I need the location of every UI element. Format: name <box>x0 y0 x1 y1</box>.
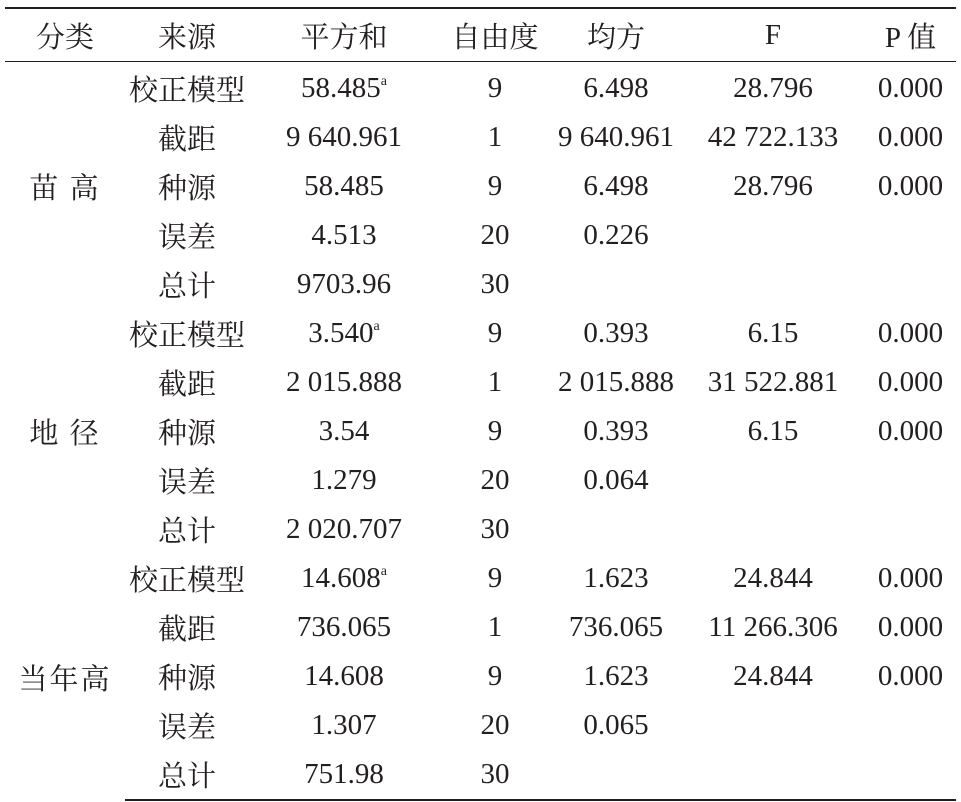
sum-of-squares-value: 4.513 <box>311 219 377 251</box>
cell-f-value: 24.844 <box>733 660 813 692</box>
cell-f-value: 24.844 <box>733 562 813 594</box>
table-row <box>5 358 956 407</box>
footnote-marker: a <box>373 319 380 334</box>
cell-mean-square <box>551 750 681 800</box>
cell-mean-square: 6.498 <box>583 170 649 202</box>
cell-f-value <box>681 750 865 800</box>
footnote-marker: a <box>380 74 387 89</box>
sum-of-squares-value: 58.485 <box>301 72 381 104</box>
cell-p-value <box>865 701 956 750</box>
sum-of-squares-value: 1.279 <box>311 464 377 496</box>
cell-degrees-of-freedom: 1 <box>487 611 503 643</box>
table-row <box>5 652 956 701</box>
table-row <box>5 750 956 800</box>
table-row <box>5 309 956 358</box>
cell-p-value <box>865 211 956 260</box>
table-row <box>5 162 956 211</box>
cell-degrees-of-freedom: 20 <box>480 464 510 496</box>
cell-degrees-of-freedom: 9 <box>487 562 503 594</box>
header-degrees-of-freedom: 自由度 <box>439 8 551 62</box>
table-row <box>5 554 956 603</box>
cell-f-value: 6.15 <box>747 317 799 349</box>
table-row <box>5 62 956 114</box>
cell-sum-of-squares <box>249 407 439 456</box>
cell-degrees-of-freedom: 30 <box>480 513 510 545</box>
cell-f-value: 28.796 <box>733 72 813 104</box>
cell-p-value: 0.000 <box>877 72 944 104</box>
header-sum-of-squares: 平方和 <box>249 8 439 62</box>
cell-sum-of-squares <box>249 750 439 800</box>
sum-of-squares-value: 2 015.888 <box>286 366 402 398</box>
cell-p-value: 0.000 <box>877 121 944 153</box>
cell-p-value: 0.000 <box>877 366 944 398</box>
table-row <box>5 603 956 652</box>
cell-source: 校正模型 <box>128 75 245 107</box>
cell-sum-of-squares <box>249 554 439 603</box>
group-label: 当年高 <box>18 663 112 696</box>
cell-sum-of-squares <box>249 211 439 260</box>
table-row <box>5 505 956 554</box>
cell-f-value <box>681 260 865 309</box>
table-row <box>5 701 956 750</box>
footnote-marker: a <box>380 564 387 579</box>
cell-mean-square <box>551 260 681 309</box>
table-row <box>5 456 956 505</box>
sum-of-squares-value: 1.307 <box>311 709 377 741</box>
sum-of-squares-value: 14.608 <box>301 562 381 594</box>
table-header <box>5 8 956 62</box>
cell-source: 误差 <box>157 467 216 499</box>
sum-of-squares-value: 2 020.707 <box>286 513 402 545</box>
cell-f-value <box>681 701 865 750</box>
cell-source: 截距 <box>157 369 216 401</box>
cell-p-value <box>865 456 956 505</box>
cell-sum-of-squares <box>249 260 439 309</box>
table-row <box>5 113 956 162</box>
cell-f-value: 28.796 <box>733 170 813 202</box>
cell-sum-of-squares <box>249 113 439 162</box>
cell-source: 校正模型 <box>128 320 245 352</box>
cell-sum-of-squares <box>249 456 439 505</box>
cell-degrees-of-freedom: 20 <box>480 219 510 251</box>
cell-mean-square: 1.623 <box>583 660 649 692</box>
cell-mean-square: 9 640.961 <box>558 121 674 153</box>
cell-degrees-of-freedom: 30 <box>439 750 551 800</box>
cell-degrees-of-freedom: 20 <box>480 709 510 741</box>
header-source: 来源 <box>125 8 249 62</box>
cell-mean-square: 0.393 <box>583 317 649 349</box>
cell-mean-square: 0.226 <box>583 219 649 251</box>
cell-f-value: 11 266.306 <box>708 611 838 643</box>
cell-mean-square: 0.065 <box>583 709 649 741</box>
table-row <box>5 211 956 260</box>
header-row <box>5 8 956 62</box>
cell-mean-square: 6.498 <box>583 72 649 104</box>
cell-p-value <box>865 505 956 554</box>
cell-p-value <box>865 260 956 309</box>
cell-f-value <box>681 211 865 260</box>
cell-degrees-of-freedom: 1 <box>487 366 503 398</box>
cell-p-value: 0.000 <box>877 170 944 202</box>
cell-degrees-of-freedom: 30 <box>480 268 510 300</box>
sum-of-squares-value: 14.608 <box>304 660 384 692</box>
sum-of-squares-value: 3.540 <box>308 317 374 349</box>
cell-p-value: 0.000 <box>877 611 944 643</box>
anova-table <box>5 7 956 801</box>
cell-source: 误差 <box>157 712 216 744</box>
sum-of-squares-value: 58.485 <box>304 170 384 202</box>
sum-of-squares-value: 736.065 <box>296 611 392 643</box>
cell-sum-of-squares <box>249 358 439 407</box>
header-p-value: P 值 <box>865 8 956 62</box>
cell-p-value: 0.000 <box>877 317 944 349</box>
cell-sum-of-squares <box>249 309 439 358</box>
cell-f-value <box>681 505 865 554</box>
cell-f-value: 31 522.881 <box>707 366 839 398</box>
cell-p-value: 0.000 <box>877 415 944 447</box>
cell-degrees-of-freedom: 9 <box>487 170 503 202</box>
cell-source: 总计 <box>157 271 216 303</box>
table-row <box>5 407 956 456</box>
cell-sum-of-squares <box>249 162 439 211</box>
cell-source: 总计 <box>157 516 216 548</box>
group-label: 地 径 <box>29 418 101 450</box>
cell-source: 总计 <box>125 750 249 800</box>
cell-mean-square: 0.064 <box>583 464 649 496</box>
cell-source: 种源 <box>157 418 216 450</box>
cell-p-value: 0.000 <box>877 660 944 692</box>
cell-source: 种源 <box>157 173 216 205</box>
cell-degrees-of-freedom: 9 <box>487 72 503 104</box>
header-f-value: F <box>681 8 865 62</box>
cell-p-value: 0.000 <box>877 562 944 594</box>
cell-f-value: 6.15 <box>747 415 799 447</box>
table-row <box>5 260 956 309</box>
sum-of-squares-value: 9703.96 <box>296 268 392 300</box>
cell-degrees-of-freedom: 1 <box>487 121 503 153</box>
sum-of-squares-value: 3.54 <box>318 415 370 447</box>
table-body <box>5 62 956 801</box>
cell-f-value: 42 722.133 <box>707 121 839 153</box>
cell-source: 截距 <box>157 124 216 156</box>
sum-of-squares-value: 751.98 <box>304 758 384 790</box>
cell-sum-of-squares <box>249 62 439 114</box>
header-mean-square: 均方 <box>551 8 681 62</box>
cell-mean-square: 736.065 <box>568 611 664 643</box>
cell-mean-square <box>551 505 681 554</box>
cell-source: 校正模型 <box>128 565 245 597</box>
cell-sum-of-squares <box>249 701 439 750</box>
cell-p-value <box>865 750 956 800</box>
cell-f-value <box>681 456 865 505</box>
cell-mean-square: 1.623 <box>583 562 649 594</box>
group-label: 苗 高 <box>29 173 101 205</box>
cell-degrees-of-freedom: 9 <box>487 317 503 349</box>
cell-source: 截距 <box>157 614 216 646</box>
cell-sum-of-squares <box>249 505 439 554</box>
cell-degrees-of-freedom: 9 <box>487 660 503 692</box>
cell-source: 种源 <box>157 663 216 695</box>
cell-mean-square: 0.393 <box>583 415 649 447</box>
sum-of-squares-value: 9 640.961 <box>286 121 402 153</box>
header-category: 分类 <box>5 8 125 62</box>
cell-sum-of-squares <box>249 603 439 652</box>
cell-degrees-of-freedom: 9 <box>487 415 503 447</box>
cell-source: 误差 <box>157 222 216 254</box>
cell-sum-of-squares <box>249 652 439 701</box>
cell-mean-square: 2 015.888 <box>558 366 674 398</box>
